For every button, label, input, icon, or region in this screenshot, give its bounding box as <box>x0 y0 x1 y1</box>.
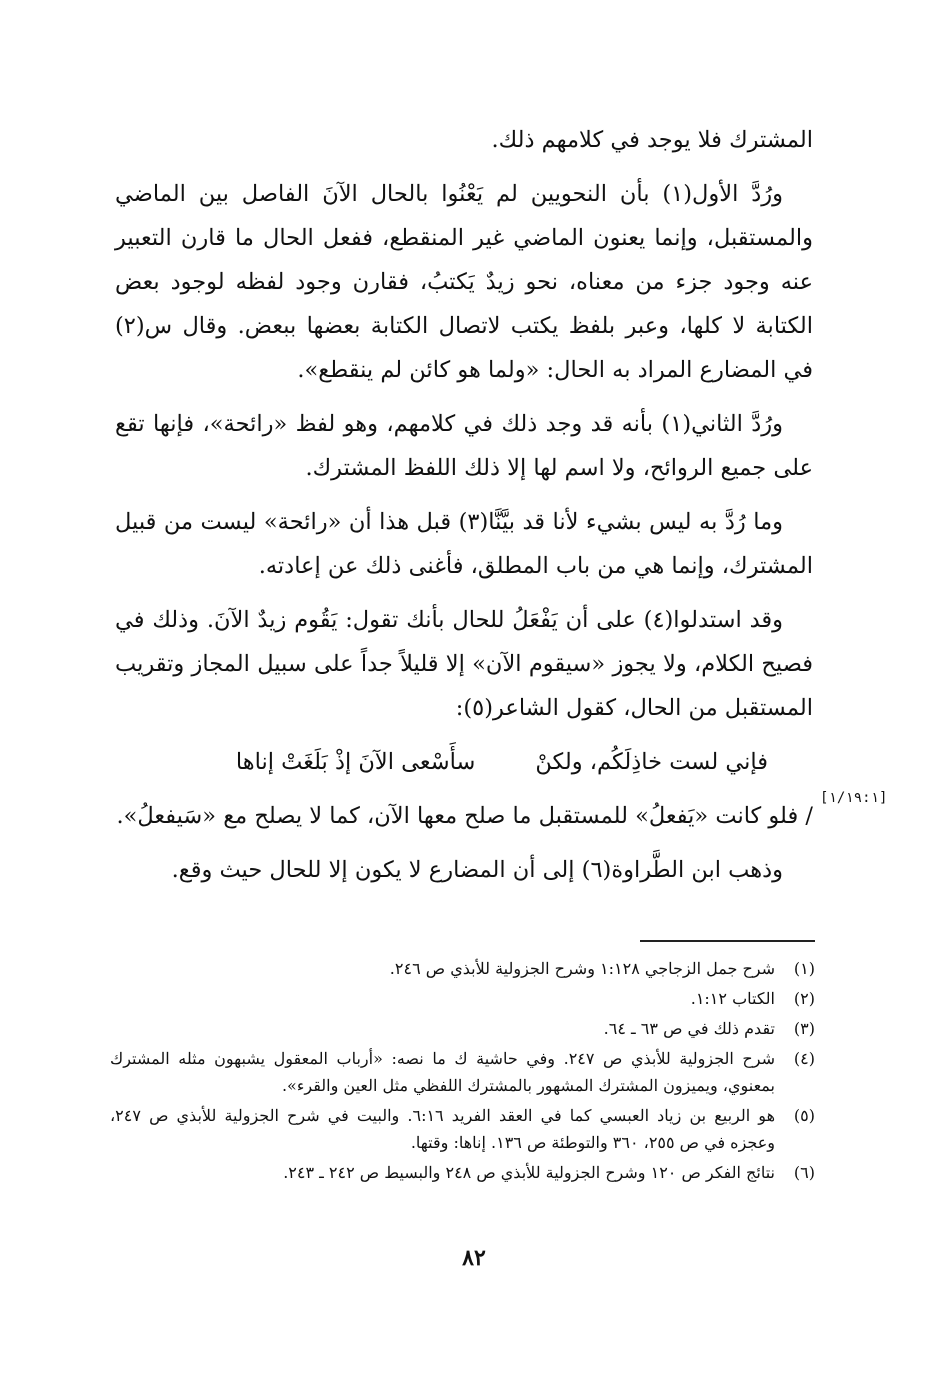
page-number: ٨٢ <box>462 1245 486 1271</box>
footnote-separator <box>640 940 815 942</box>
footnote-text: نتائج الفكر ص ١٢٠ وشرح الجزولية للأبذي ص ٢٤٨ والبسيط ص ٢٤٢ ـ ٢٤٣. <box>283 1163 775 1182</box>
verse-first-hemistich: فإني لست خاذِلَكُم، ولكنْ <box>535 749 768 775</box>
main-text <box>115 118 813 902</box>
paragraph-4: وما رُدَّ به ليس بشيء لأنا قد بيَّنَّا(٣) قبل هذا أن «رائحة» ليست من قبيل المشترك، وإنما هي من باب المطلق، فأغنى ذلك عن إعادته. <box>115 509 813 579</box>
paragraph-5: وقد استدلوا(٤) على أن يَفْعَلُ للحال بأنك تقول: يَقُوم زيدٌ الآنَ. وذلك في فصيح الكلام، ولا يجوز «سيقوم الآن» إلا قليلاً جداً على سبيل المجاز وتقريب المستقبل من الحال، كقول الشاعر(٥): <box>115 607 813 721</box>
paragraph-6: / فلو كانت «يَفعلُ» للمستقبل ما صلح معها الآن، كما لا يصلح مع «سَيفعلُ». <box>116 803 813 829</box>
footnotes <box>110 955 815 1189</box>
footnote <box>110 1159 815 1186</box>
footnote <box>110 985 815 1012</box>
footnote-text: هو الربيع بن زياد العبسي كما في العقد الفريد ٦:١٦. والبيت في شرح الجزولية للأبذي ص ٢٤٧، وعجزه في ص ٢٥٥، ٣٦٠ والتوطئة ص ١٣٦. إناها: وقتها. <box>110 1106 776 1152</box>
footnote <box>110 1015 815 1042</box>
footnote-text: تقدم ذلك في ص ٦٣ ـ ٦٤. <box>603 1019 775 1038</box>
footnote-text: شرح الجزولية للأبذي ص ٢٤٧. وفي حاشية ك ما نصه: «أرباب المعقول يشبهون مثله المشترك بمعنوي، ويميزون المشترك المشهور بالمشترك اللفظي مثل العين والقرء». <box>110 1049 775 1095</box>
footnote-number: (٥) <box>793 1106 815 1125</box>
paragraph-1: المشترك فلا يوجد في كلامهم ذلك. <box>491 127 813 153</box>
paragraph-7: وذهب ابن الطَّراوة(٦) إلى أن المضارع لا يكون إلا للحال حيث وقع. <box>171 857 783 883</box>
footnote-number: (٤) <box>793 1049 815 1068</box>
manuscript-reference: [١/١٩:١] <box>820 790 888 806</box>
verse-second-hemistich: سأَسْعى الآنَ إذْ بَلَغَتْ إناها <box>235 749 476 775</box>
footnote <box>110 1102 815 1156</box>
footnote-number: (١) <box>793 959 815 978</box>
paragraph-3: ورُدَّ الثاني(١) بأنه قد وجد ذلك في كلامهم، وهو لفظ «رائحة»، فإنها تقع على جميع الروائح، ولا اسم لها إلا ذلك اللفظ المشترك. <box>115 411 813 481</box>
footnote-text: الكتاب ١:١٢. <box>690 989 775 1008</box>
poetry-verse <box>115 740 813 784</box>
footnote-number: (٣) <box>793 1019 815 1038</box>
footnote-number: (٦) <box>793 1163 815 1182</box>
footnote-number: (٢) <box>793 989 815 1008</box>
footnote <box>110 1045 815 1099</box>
paragraph-2: ورُدَّ الأول(١) بأن النحويين لم يَعْنُوا بالحال الآنَ الفاصل بين الماضي والمستقبل، وإنما يعنون الماضي غير المنقطع، ففعل الحال ما قارن التعبير عنه وجود جزء من معناه، نحو زيدٌ يَكتبُ، فقارن وجود لفظه لوجود بعض الكتابة لا كلها، وعبر بلفظ يكتب لاتصال الكتابة بعضها ببعض. وقال س(٢) في المضارع المراد به الحال: «ولما هو كائن لم ينقطع». <box>115 181 813 383</box>
footnote-text: شرح جمل الزجاجي ١:١٢٨ وشرح الجزولية للأبذي ص ٢٤٦. <box>389 959 775 978</box>
footnote <box>110 955 815 982</box>
